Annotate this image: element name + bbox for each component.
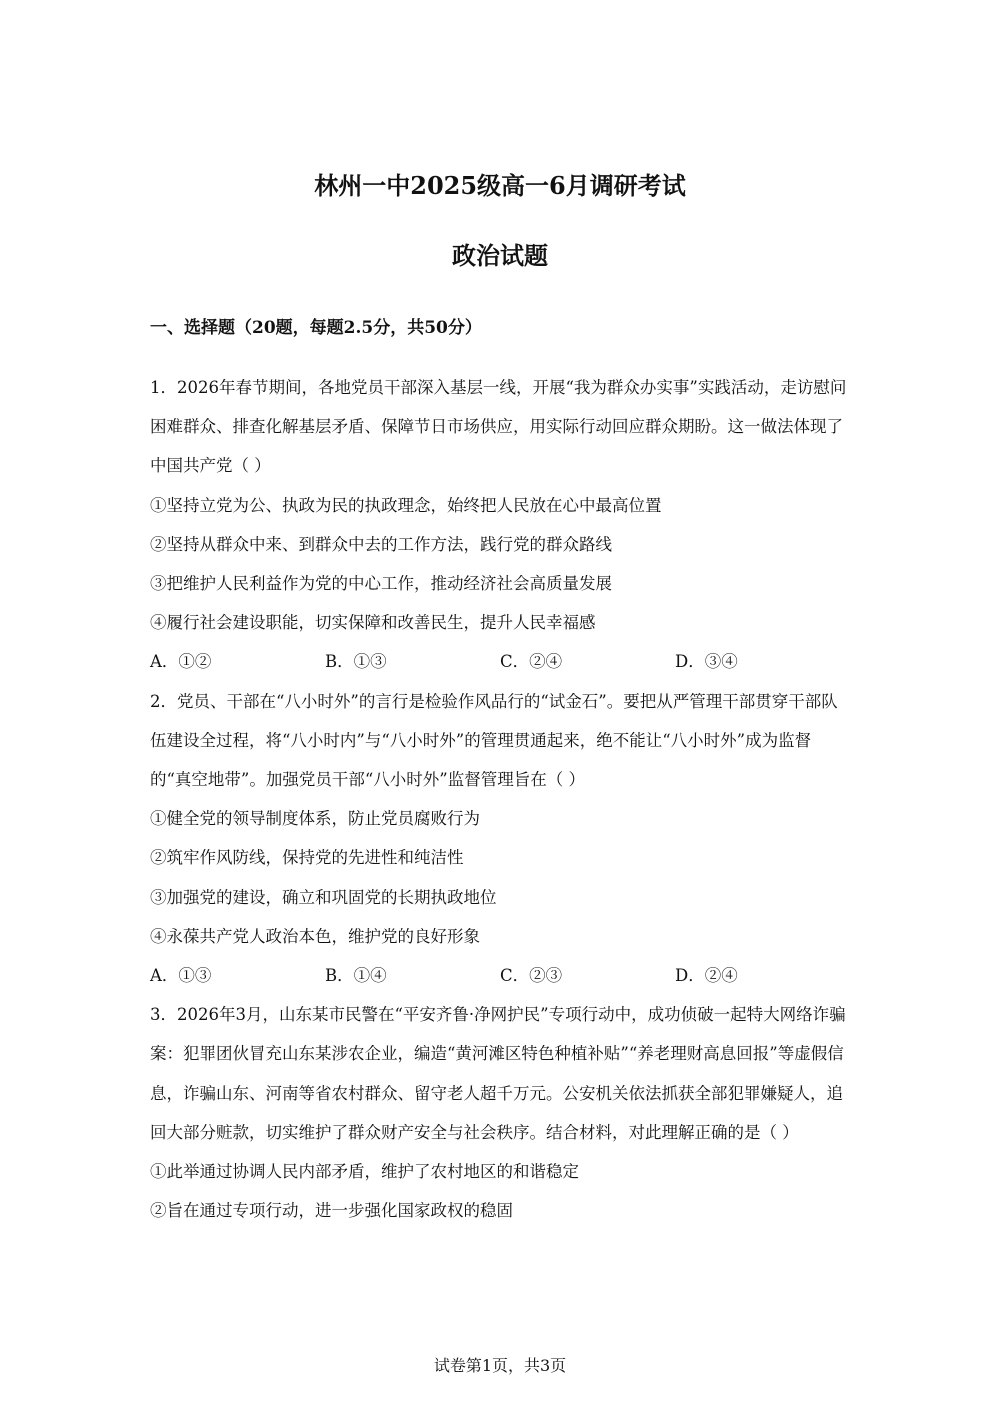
option-c: C．②④ [500, 652, 563, 672]
option-d: D．③④ [675, 652, 738, 672]
exam-subtitle: 政治试题 [452, 241, 548, 270]
statement: ④永葆共产党人政治本色，维护党的良好形象 [150, 926, 480, 946]
statement: ①此举通过协调人民内部矛盾，维护了农村地区的和谐稳定 [150, 1162, 579, 1182]
question-3 [150, 995, 850, 1230]
option-b: B．①④ [325, 966, 387, 986]
option-b: B．①③ [325, 652, 387, 672]
answer-options [150, 642, 850, 681]
answer-options [150, 956, 850, 995]
statement: ①健全党的领导制度体系，防止党员腐败行为 [150, 809, 480, 829]
statement: ③把维护人民利益作为党的中心工作，推动经济社会高质量发展 [150, 574, 612, 594]
question-2 [150, 682, 850, 996]
statement: ③加强党的建设，确立和巩固党的长期执政地位 [150, 887, 497, 907]
question-stem: 2．党员、干部在“八小时外”的言行是检验作风品行的“试金石”。要把从严管理干部贯穿干部队伍建设全过程，将“八小时内”与“八小时外”的管理贯通起来，绝不能让“八小时外”成为监督的“真空地带”。加强党员干部“八小时外”监督管理旨在（ ） [150, 691, 838, 790]
statement: ①坚持立党为公、执政为民的执政理念，始终把人民放在心中最高位置 [150, 495, 662, 515]
question-1 [150, 368, 850, 682]
option-d: D．②④ [675, 966, 738, 986]
question-stem: 1．2026年春节期间，各地党员干部深入基层一线，开展“我为群众办实事”实践活动，走访慰问困难群众、排查化解基层矛盾、保障节日市场供应，用实际行动回应群众期盼。这一做法体现了中国共产党（ ） [150, 378, 847, 476]
question-list [150, 368, 850, 1230]
statement: ②旨在通过专项行动，进一步强化国家政权的稳固 [150, 1201, 513, 1221]
option-a: A．①② [150, 652, 212, 672]
statement: ②坚持从群众中来、到群众中去的工作方法，践行党的群众路线 [150, 534, 612, 554]
section-heading: 一、选择题（20题，每题2.5分，共50分） [150, 318, 482, 338]
statement: ④履行社会建设职能，切实保障和改善民生，提升人民幸福感 [150, 613, 596, 633]
question-stem: 3．2026年3月，山东某市民警在“平安齐鲁·净网护民”专项行动中，成功侦破一起特大网络诈骗案：犯罪团伙冒充山东某涉农企业，编造“黄河滩区特色种植补贴”“养老理财高息回报”等虚假信息，诈骗山东、河南等省农村群众、留守老人超千万元。公安机关依法抓获全部犯罪嫌疑人，追回大部分赃款，切实维护了群众财产安全与社会秩序。结合材料，对此理解正确的是（ ） [150, 1005, 846, 1142]
option-a: A．①③ [150, 966, 212, 986]
exam-title: 林州一中2025级高一6月调研考试 [314, 171, 686, 200]
statement: ②筑牢作风防线，保持党的先进性和纯洁性 [150, 848, 464, 868]
page-footer: 试卷第1页，共3页 [433, 1356, 567, 1375]
option-c: C．②③ [500, 966, 563, 986]
